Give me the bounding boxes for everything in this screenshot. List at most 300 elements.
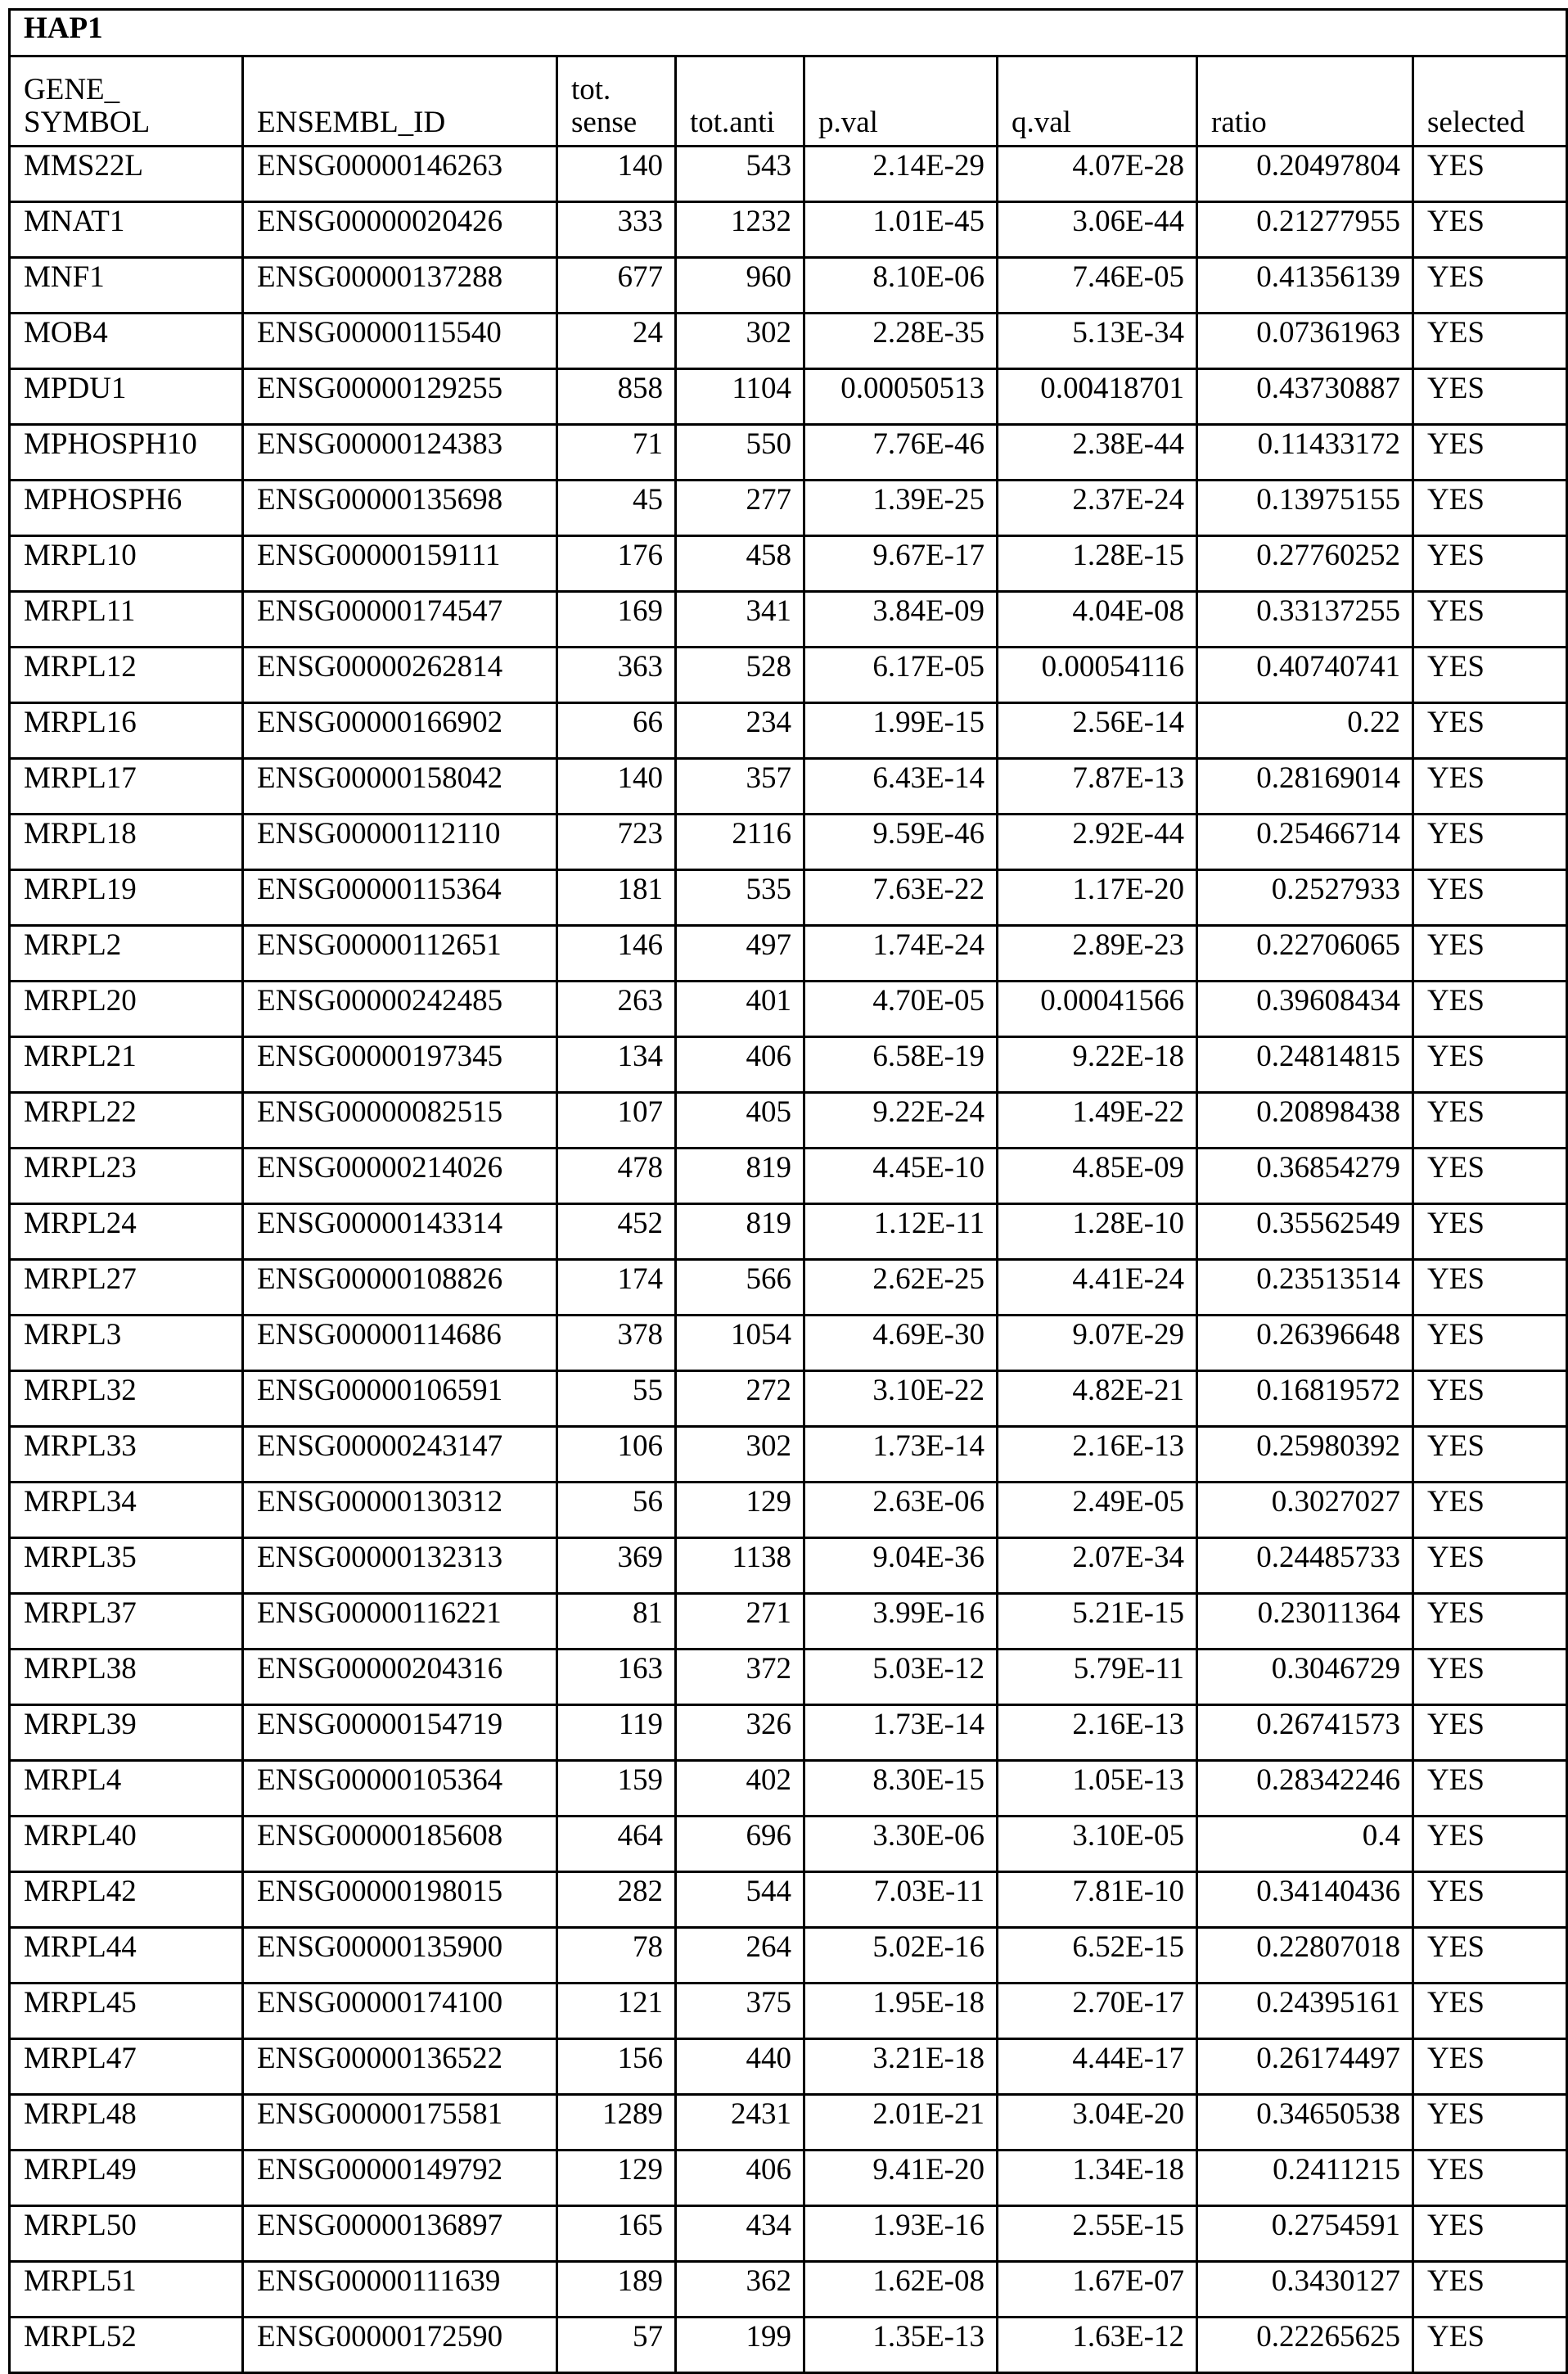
cell-tot-sense: 1289 bbox=[557, 2095, 676, 2151]
cell-selected: YES bbox=[1413, 926, 1567, 982]
cell-tot-anti: 277 bbox=[676, 481, 804, 536]
cell-p-val: 4.45E-10 bbox=[804, 1149, 998, 1204]
cell-gene-symbol: MRPL4 bbox=[10, 1761, 243, 1817]
cell-ensembl-id: ENSG00000136897 bbox=[243, 2206, 557, 2262]
table-row bbox=[10, 202, 1567, 258]
cell-p-val: 5.02E-16 bbox=[804, 1928, 998, 1984]
cell-tot-anti: 362 bbox=[676, 2262, 804, 2318]
table-row bbox=[10, 481, 1567, 536]
cell-p-val: 1.93E-16 bbox=[804, 2206, 998, 2262]
cell-q-val: 2.92E-44 bbox=[998, 815, 1197, 870]
cell-ratio: 0.3430127 bbox=[1197, 2262, 1413, 2318]
cell-ratio: 0.26396648 bbox=[1197, 1316, 1413, 1371]
cell-tot-anti: 1138 bbox=[676, 1538, 804, 1594]
cell-q-val: 1.17E-20 bbox=[998, 870, 1197, 926]
cell-tot-anti: 819 bbox=[676, 1204, 804, 1260]
cell-ratio: 0.40740741 bbox=[1197, 648, 1413, 703]
cell-q-val: 2.55E-15 bbox=[998, 2206, 1197, 2262]
cell-q-val: 2.16E-13 bbox=[998, 1427, 1197, 1483]
cell-ensembl-id: ENSG00000106591 bbox=[243, 1371, 557, 1427]
cell-tot-anti: 129 bbox=[676, 1483, 804, 1538]
cell-p-val: 6.58E-19 bbox=[804, 1037, 998, 1093]
cell-p-val: 9.41E-20 bbox=[804, 2151, 998, 2206]
header-q-val: q.val bbox=[998, 56, 1197, 147]
cell-gene-symbol: MRPL34 bbox=[10, 1483, 243, 1538]
cell-tot-sense: 106 bbox=[557, 1427, 676, 1483]
cell-gene-symbol: MRPL12 bbox=[10, 648, 243, 703]
cell-gene-symbol: MRPL10 bbox=[10, 536, 243, 592]
table-row bbox=[10, 703, 1567, 759]
header-row bbox=[10, 56, 1567, 147]
cell-ensembl-id: ENSG00000174100 bbox=[243, 1984, 557, 2039]
cell-ensembl-id: ENSG00000175581 bbox=[243, 2095, 557, 2151]
cell-tot-sense: 57 bbox=[557, 2318, 676, 2373]
cell-tot-anti: 1054 bbox=[676, 1316, 804, 1371]
cell-tot-anti: 406 bbox=[676, 2151, 804, 2206]
cell-ratio: 0.21277955 bbox=[1197, 202, 1413, 258]
cell-ratio: 0.24814815 bbox=[1197, 1037, 1413, 1093]
cell-tot-sense: 55 bbox=[557, 1371, 676, 1427]
cell-selected: YES bbox=[1413, 1928, 1567, 1984]
cell-gene-symbol: MRPL44 bbox=[10, 1928, 243, 1984]
cell-selected: YES bbox=[1413, 369, 1567, 425]
cell-ensembl-id: ENSG00000111639 bbox=[243, 2262, 557, 2318]
cell-gene-symbol: MRPL19 bbox=[10, 870, 243, 926]
cell-ratio: 0.35562549 bbox=[1197, 1204, 1413, 1260]
cell-ensembl-id: ENSG00000108826 bbox=[243, 1260, 557, 1316]
cell-q-val: 4.07E-28 bbox=[998, 147, 1197, 202]
table-row bbox=[10, 1316, 1567, 1371]
cell-q-val: 2.07E-34 bbox=[998, 1538, 1197, 1594]
cell-tot-anti: 528 bbox=[676, 648, 804, 703]
cell-q-val: 4.82E-21 bbox=[998, 1371, 1197, 1427]
cell-gene-symbol: MNAT1 bbox=[10, 202, 243, 258]
cell-tot-anti: 375 bbox=[676, 1984, 804, 2039]
cell-gene-symbol: MRPL22 bbox=[10, 1093, 243, 1149]
cell-ensembl-id: ENSG00000172590 bbox=[243, 2318, 557, 2373]
table-row bbox=[10, 536, 1567, 592]
cell-tot-sense: 156 bbox=[557, 2039, 676, 2095]
cell-ratio: 0.11433172 bbox=[1197, 425, 1413, 481]
cell-ensembl-id: ENSG00000137288 bbox=[243, 258, 557, 314]
cell-ratio: 0.16819572 bbox=[1197, 1371, 1413, 1427]
cell-p-val: 0.00050513 bbox=[804, 369, 998, 425]
cell-q-val: 7.81E-10 bbox=[998, 1872, 1197, 1928]
cell-p-val: 2.62E-25 bbox=[804, 1260, 998, 1316]
table-row bbox=[10, 258, 1567, 314]
cell-ensembl-id: ENSG00000149792 bbox=[243, 2151, 557, 2206]
cell-selected: YES bbox=[1413, 870, 1567, 926]
table-row bbox=[10, 926, 1567, 982]
cell-q-val: 0.00041566 bbox=[998, 982, 1197, 1037]
table-row bbox=[10, 1817, 1567, 1872]
cell-ensembl-id: ENSG00000115540 bbox=[243, 314, 557, 369]
cell-selected: YES bbox=[1413, 1483, 1567, 1538]
cell-selected: YES bbox=[1413, 314, 1567, 369]
cell-p-val: 3.10E-22 bbox=[804, 1371, 998, 1427]
cell-selected: YES bbox=[1413, 592, 1567, 648]
gene-table bbox=[8, 8, 1568, 2374]
cell-selected: YES bbox=[1413, 703, 1567, 759]
cell-ratio: 0.13975155 bbox=[1197, 481, 1413, 536]
cell-tot-sense: 723 bbox=[557, 815, 676, 870]
cell-tot-anti: 544 bbox=[676, 1872, 804, 1928]
cell-ratio: 0.24485733 bbox=[1197, 1538, 1413, 1594]
cell-gene-symbol: MRPL33 bbox=[10, 1427, 243, 1483]
cell-p-val: 9.04E-36 bbox=[804, 1538, 998, 1594]
cell-tot-anti: 696 bbox=[676, 1817, 804, 1872]
cell-tot-anti: 535 bbox=[676, 870, 804, 926]
cell-tot-anti: 199 bbox=[676, 2318, 804, 2373]
table-row bbox=[10, 1538, 1567, 1594]
table-row bbox=[10, 147, 1567, 202]
cell-ensembl-id: ENSG00000135698 bbox=[243, 481, 557, 536]
cell-tot-anti: 405 bbox=[676, 1093, 804, 1149]
cell-selected: YES bbox=[1413, 2151, 1567, 2206]
cell-tot-anti: 434 bbox=[676, 2206, 804, 2262]
cell-q-val: 4.44E-17 bbox=[998, 2039, 1197, 2095]
cell-p-val: 8.30E-15 bbox=[804, 1761, 998, 1817]
cell-tot-sense: 858 bbox=[557, 369, 676, 425]
cell-tot-sense: 181 bbox=[557, 870, 676, 926]
cell-q-val: 1.28E-10 bbox=[998, 1204, 1197, 1260]
cell-gene-symbol: MRPL18 bbox=[10, 815, 243, 870]
cell-ensembl-id: ENSG00000197345 bbox=[243, 1037, 557, 1093]
table-row bbox=[10, 2095, 1567, 2151]
cell-tot-sense: 369 bbox=[557, 1538, 676, 1594]
cell-gene-symbol: MRPL38 bbox=[10, 1650, 243, 1705]
table-row bbox=[10, 1761, 1567, 1817]
cell-tot-anti: 2116 bbox=[676, 815, 804, 870]
cell-ensembl-id: ENSG00000146263 bbox=[243, 147, 557, 202]
cell-ensembl-id: ENSG00000198015 bbox=[243, 1872, 557, 1928]
cell-ensembl-id: ENSG00000114686 bbox=[243, 1316, 557, 1371]
cell-selected: YES bbox=[1413, 2039, 1567, 2095]
cell-tot-anti: 440 bbox=[676, 2039, 804, 2095]
table-row bbox=[10, 1149, 1567, 1204]
cell-ratio: 0.23011364 bbox=[1197, 1594, 1413, 1650]
cell-q-val: 7.87E-13 bbox=[998, 759, 1197, 815]
cell-ensembl-id: ENSG00000166902 bbox=[243, 703, 557, 759]
cell-p-val: 7.63E-22 bbox=[804, 870, 998, 926]
table-row bbox=[10, 2262, 1567, 2318]
cell-gene-symbol: MRPL21 bbox=[10, 1037, 243, 1093]
cell-gene-symbol: MRPL42 bbox=[10, 1872, 243, 1928]
cell-p-val: 2.01E-21 bbox=[804, 2095, 998, 2151]
table-row bbox=[10, 369, 1567, 425]
cell-selected: YES bbox=[1413, 258, 1567, 314]
cell-gene-symbol: MRPL16 bbox=[10, 703, 243, 759]
table-row bbox=[10, 1427, 1567, 1483]
cell-ensembl-id: ENSG00000243147 bbox=[243, 1427, 557, 1483]
cell-ratio: 0.27760252 bbox=[1197, 536, 1413, 592]
cell-ratio: 0.20898438 bbox=[1197, 1093, 1413, 1149]
cell-q-val: 1.67E-07 bbox=[998, 2262, 1197, 2318]
cell-p-val: 1.12E-11 bbox=[804, 1204, 998, 1260]
cell-p-val: 4.69E-30 bbox=[804, 1316, 998, 1371]
cell-selected: YES bbox=[1413, 1316, 1567, 1371]
table-row bbox=[10, 425, 1567, 481]
cell-tot-sense: 78 bbox=[557, 1928, 676, 1984]
cell-ratio: 0.25980392 bbox=[1197, 1427, 1413, 1483]
cell-tot-anti: 1232 bbox=[676, 202, 804, 258]
cell-tot-sense: 71 bbox=[557, 425, 676, 481]
cell-q-val: 7.46E-05 bbox=[998, 258, 1197, 314]
cell-q-val: 2.49E-05 bbox=[998, 1483, 1197, 1538]
cell-tot-sense: 163 bbox=[557, 1650, 676, 1705]
cell-q-val: 0.00054116 bbox=[998, 648, 1197, 703]
cell-tot-sense: 134 bbox=[557, 1037, 676, 1093]
cell-gene-symbol: MRPL37 bbox=[10, 1594, 243, 1650]
cell-ratio: 0.3046729 bbox=[1197, 1650, 1413, 1705]
cell-tot-sense: 176 bbox=[557, 536, 676, 592]
cell-ensembl-id: ENSG00000130312 bbox=[243, 1483, 557, 1538]
cell-p-val: 9.59E-46 bbox=[804, 815, 998, 870]
header-tot-anti: tot.anti bbox=[676, 56, 804, 147]
cell-p-val: 4.70E-05 bbox=[804, 982, 998, 1037]
cell-p-val: 2.28E-35 bbox=[804, 314, 998, 369]
table-row bbox=[10, 1928, 1567, 1984]
cell-selected: YES bbox=[1413, 481, 1567, 536]
table-row bbox=[10, 1204, 1567, 1260]
cell-gene-symbol: MRPL17 bbox=[10, 759, 243, 815]
cell-gene-symbol: MRPL52 bbox=[10, 2318, 243, 2373]
cell-tot-sense: 140 bbox=[557, 147, 676, 202]
cell-gene-symbol: MRPL20 bbox=[10, 982, 243, 1037]
cell-p-val: 8.10E-06 bbox=[804, 258, 998, 314]
table-row bbox=[10, 1984, 1567, 2039]
cell-selected: YES bbox=[1413, 2262, 1567, 2318]
cell-selected: YES bbox=[1413, 202, 1567, 258]
cell-gene-symbol: MNF1 bbox=[10, 258, 243, 314]
cell-ratio: 0.24395161 bbox=[1197, 1984, 1413, 2039]
table-row bbox=[10, 1037, 1567, 1093]
cell-q-val: 6.52E-15 bbox=[998, 1928, 1197, 1984]
cell-tot-anti: 960 bbox=[676, 258, 804, 314]
cell-p-val: 9.67E-17 bbox=[804, 536, 998, 592]
cell-q-val: 4.41E-24 bbox=[998, 1260, 1197, 1316]
table-row bbox=[10, 815, 1567, 870]
cell-q-val: 3.06E-44 bbox=[998, 202, 1197, 258]
cell-ensembl-id: ENSG00000082515 bbox=[243, 1093, 557, 1149]
cell-tot-sense: 45 bbox=[557, 481, 676, 536]
cell-tot-sense: 24 bbox=[557, 314, 676, 369]
cell-selected: YES bbox=[1413, 648, 1567, 703]
cell-selected: YES bbox=[1413, 1705, 1567, 1761]
cell-gene-symbol: MRPL24 bbox=[10, 1204, 243, 1260]
cell-tot-sense: 129 bbox=[557, 2151, 676, 2206]
cell-tot-sense: 478 bbox=[557, 1149, 676, 1204]
cell-gene-symbol: MRPL27 bbox=[10, 1260, 243, 1316]
cell-ensembl-id: ENSG00000112651 bbox=[243, 926, 557, 982]
cell-p-val: 1.62E-08 bbox=[804, 2262, 998, 2318]
cell-selected: YES bbox=[1413, 982, 1567, 1037]
cell-tot-anti: 1104 bbox=[676, 369, 804, 425]
cell-tot-anti: 566 bbox=[676, 1260, 804, 1316]
table-row bbox=[10, 2151, 1567, 2206]
cell-gene-symbol: MRPL11 bbox=[10, 592, 243, 648]
cell-q-val: 1.49E-22 bbox=[998, 1093, 1197, 1149]
cell-selected: YES bbox=[1413, 759, 1567, 815]
cell-q-val: 1.63E-12 bbox=[998, 2318, 1197, 2373]
cell-p-val: 1.39E-25 bbox=[804, 481, 998, 536]
cell-tot-anti: 402 bbox=[676, 1761, 804, 1817]
cell-tot-sense: 263 bbox=[557, 982, 676, 1037]
cell-selected: YES bbox=[1413, 815, 1567, 870]
cell-p-val: 7.76E-46 bbox=[804, 425, 998, 481]
table-row bbox=[10, 2318, 1567, 2373]
cell-ratio: 0.22 bbox=[1197, 703, 1413, 759]
cell-selected: YES bbox=[1413, 425, 1567, 481]
cell-q-val: 4.85E-09 bbox=[998, 1149, 1197, 1204]
cell-ensembl-id: ENSG00000158042 bbox=[243, 759, 557, 815]
cell-tot-anti: 271 bbox=[676, 1594, 804, 1650]
cell-q-val: 2.89E-23 bbox=[998, 926, 1197, 982]
header-tot-sense: tot. sense bbox=[557, 56, 676, 147]
cell-p-val: 6.17E-05 bbox=[804, 648, 998, 703]
cell-ensembl-id: ENSG00000154719 bbox=[243, 1705, 557, 1761]
cell-tot-sense: 56 bbox=[557, 1483, 676, 1538]
cell-ratio: 0.28169014 bbox=[1197, 759, 1413, 815]
cell-ratio: 0.39608434 bbox=[1197, 982, 1413, 1037]
cell-q-val: 2.37E-24 bbox=[998, 481, 1197, 536]
cell-gene-symbol: MRPL23 bbox=[10, 1149, 243, 1204]
cell-p-val: 1.99E-15 bbox=[804, 703, 998, 759]
cell-tot-anti: 497 bbox=[676, 926, 804, 982]
cell-gene-symbol: MRPL35 bbox=[10, 1538, 243, 1594]
cell-gene-symbol: MRPL39 bbox=[10, 1705, 243, 1761]
cell-tot-sense: 140 bbox=[557, 759, 676, 815]
cell-q-val: 3.10E-05 bbox=[998, 1817, 1197, 1872]
cell-tot-sense: 81 bbox=[557, 1594, 676, 1650]
cell-ratio: 0.33137255 bbox=[1197, 592, 1413, 648]
cell-tot-sense: 333 bbox=[557, 202, 676, 258]
cell-ratio: 0.2527933 bbox=[1197, 870, 1413, 926]
cell-gene-symbol: MRPL51 bbox=[10, 2262, 243, 2318]
cell-q-val: 2.16E-13 bbox=[998, 1705, 1197, 1761]
cell-selected: YES bbox=[1413, 1260, 1567, 1316]
cell-selected: YES bbox=[1413, 1037, 1567, 1093]
cell-p-val: 1.35E-13 bbox=[804, 2318, 998, 2373]
cell-selected: YES bbox=[1413, 1761, 1567, 1817]
table-row bbox=[10, 648, 1567, 703]
cell-tot-anti: 264 bbox=[676, 1928, 804, 1984]
cell-gene-symbol: MRPL47 bbox=[10, 2039, 243, 2095]
cell-gene-symbol: MRPL2 bbox=[10, 926, 243, 982]
cell-ratio: 0.2754591 bbox=[1197, 2206, 1413, 2262]
cell-ratio: 0.26174497 bbox=[1197, 2039, 1413, 2095]
cell-q-val: 5.79E-11 bbox=[998, 1650, 1197, 1705]
table-row bbox=[10, 1594, 1567, 1650]
cell-ensembl-id: ENSG00000214026 bbox=[243, 1149, 557, 1204]
cell-ratio: 0.43730887 bbox=[1197, 369, 1413, 425]
cell-p-val: 1.01E-45 bbox=[804, 202, 998, 258]
table-row bbox=[10, 759, 1567, 815]
cell-ratio: 0.34650538 bbox=[1197, 2095, 1413, 2151]
cell-ensembl-id: ENSG00000132313 bbox=[243, 1538, 557, 1594]
cell-ensembl-id: ENSG00000124383 bbox=[243, 425, 557, 481]
header-selected: selected bbox=[1413, 56, 1567, 147]
cell-selected: YES bbox=[1413, 536, 1567, 592]
cell-ratio: 0.23513514 bbox=[1197, 1260, 1413, 1316]
header-gene-symbol: GENE_ SYMBOL bbox=[10, 56, 243, 147]
cell-tot-sense: 363 bbox=[557, 648, 676, 703]
cell-selected: YES bbox=[1413, 2206, 1567, 2262]
cell-gene-symbol: MRPL40 bbox=[10, 1817, 243, 1872]
cell-gene-symbol: MRPL32 bbox=[10, 1371, 243, 1427]
table-row bbox=[10, 1260, 1567, 1316]
cell-tot-anti: 550 bbox=[676, 425, 804, 481]
cell-ratio: 0.34140436 bbox=[1197, 1872, 1413, 1928]
cell-gene-symbol: MRPL45 bbox=[10, 1984, 243, 2039]
cell-tot-anti: 401 bbox=[676, 982, 804, 1037]
cell-ensembl-id: ENSG00000129255 bbox=[243, 369, 557, 425]
cell-ensembl-id: ENSG00000116221 bbox=[243, 1594, 557, 1650]
cell-ratio: 0.3027027 bbox=[1197, 1483, 1413, 1538]
cell-selected: YES bbox=[1413, 1149, 1567, 1204]
cell-ratio: 0.22265625 bbox=[1197, 2318, 1413, 2373]
cell-q-val: 9.22E-18 bbox=[998, 1037, 1197, 1093]
cell-p-val: 2.14E-29 bbox=[804, 147, 998, 202]
cell-p-val: 3.99E-16 bbox=[804, 1594, 998, 1650]
cell-selected: YES bbox=[1413, 1650, 1567, 1705]
cell-tot-sense: 378 bbox=[557, 1316, 676, 1371]
cell-gene-symbol: MRPL48 bbox=[10, 2095, 243, 2151]
cell-q-val: 1.28E-15 bbox=[998, 536, 1197, 592]
cell-q-val: 2.70E-17 bbox=[998, 1984, 1197, 2039]
cell-ratio: 0.36854279 bbox=[1197, 1149, 1413, 1204]
cell-p-val: 3.84E-09 bbox=[804, 592, 998, 648]
cell-tot-anti: 2431 bbox=[676, 2095, 804, 2151]
cell-q-val: 0.00418701 bbox=[998, 369, 1197, 425]
cell-ensembl-id: ENSG00000105364 bbox=[243, 1761, 557, 1817]
cell-ensembl-id: ENSG00000185608 bbox=[243, 1817, 557, 1872]
table-row bbox=[10, 314, 1567, 369]
cell-tot-anti: 341 bbox=[676, 592, 804, 648]
cell-p-val: 1.73E-14 bbox=[804, 1705, 998, 1761]
cell-ensembl-id: ENSG00000174547 bbox=[243, 592, 557, 648]
cell-tot-anti: 234 bbox=[676, 703, 804, 759]
cell-tot-sense: 165 bbox=[557, 2206, 676, 2262]
cell-p-val: 7.03E-11 bbox=[804, 1872, 998, 1928]
cell-ensembl-id: ENSG00000204316 bbox=[243, 1650, 557, 1705]
cell-p-val: 9.22E-24 bbox=[804, 1093, 998, 1149]
cell-ratio: 0.2411215 bbox=[1197, 2151, 1413, 2206]
table-title: HAP1 bbox=[10, 10, 1567, 56]
table-row bbox=[10, 870, 1567, 926]
cell-gene-symbol: MOB4 bbox=[10, 314, 243, 369]
cell-q-val: 4.04E-08 bbox=[998, 592, 1197, 648]
cell-ratio: 0.07361963 bbox=[1197, 314, 1413, 369]
cell-ratio: 0.22706065 bbox=[1197, 926, 1413, 982]
cell-q-val: 1.34E-18 bbox=[998, 2151, 1197, 2206]
cell-tot-anti: 406 bbox=[676, 1037, 804, 1093]
cell-q-val: 2.38E-44 bbox=[998, 425, 1197, 481]
cell-selected: YES bbox=[1413, 1427, 1567, 1483]
cell-tot-sense: 159 bbox=[557, 1761, 676, 1817]
cell-p-val: 3.30E-06 bbox=[804, 1817, 998, 1872]
cell-tot-anti: 272 bbox=[676, 1371, 804, 1427]
cell-tot-anti: 543 bbox=[676, 147, 804, 202]
cell-p-val: 5.03E-12 bbox=[804, 1650, 998, 1705]
cell-ratio: 0.22807018 bbox=[1197, 1928, 1413, 1984]
cell-ensembl-id: ENSG00000020426 bbox=[243, 202, 557, 258]
cell-selected: YES bbox=[1413, 147, 1567, 202]
table-row bbox=[10, 1705, 1567, 1761]
cell-ensembl-id: ENSG00000112110 bbox=[243, 815, 557, 870]
cell-q-val: 2.56E-14 bbox=[998, 703, 1197, 759]
cell-ratio: 0.25466714 bbox=[1197, 815, 1413, 870]
